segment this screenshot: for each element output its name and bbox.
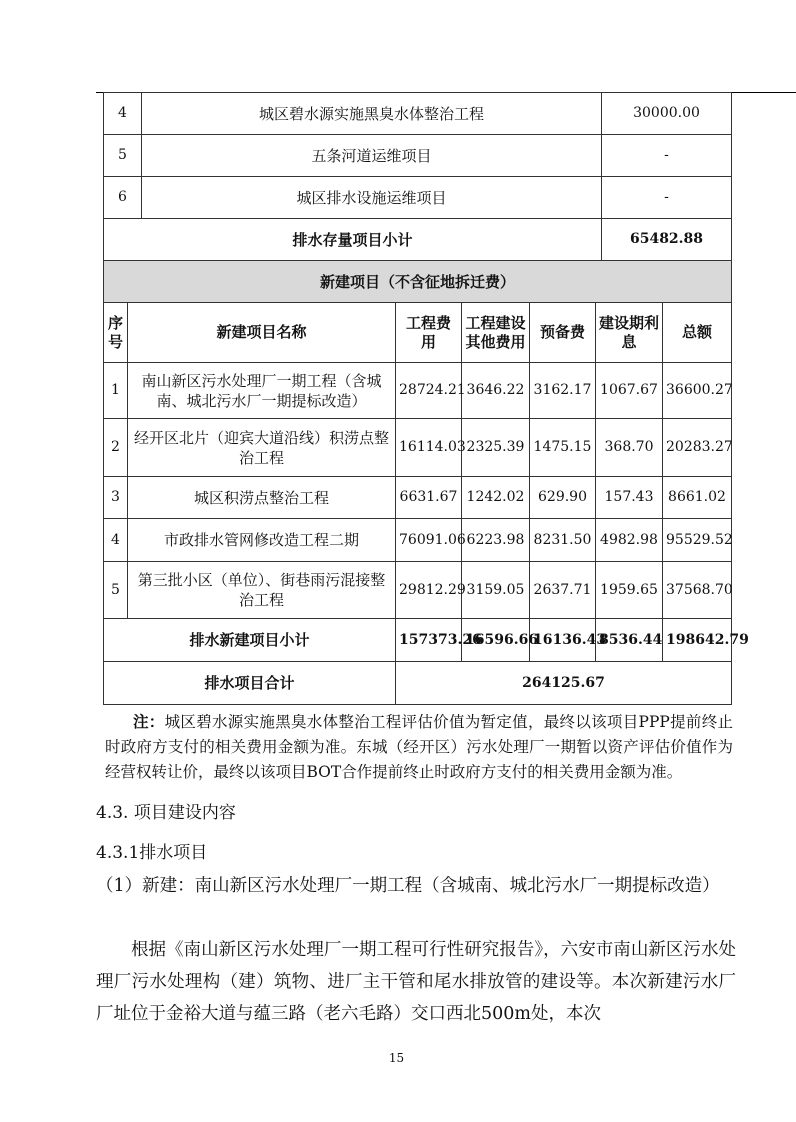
row-number: 4 <box>104 93 142 135</box>
reserve-cost: 1475.15 <box>530 419 596 477</box>
existing-projects-table <box>103 92 732 261</box>
note-label: 注： <box>133 712 165 731</box>
other-cost: 1242.02 <box>462 477 530 519</box>
row-number: 2 <box>104 419 128 477</box>
other-cost: 6223.98 <box>462 519 530 562</box>
total-cost: 8661.02 <box>663 477 732 519</box>
interest-cost: 157.43 <box>596 477 663 519</box>
project-name: 经开区北片（迎宾大道沿线）积涝点整治工程 <box>128 419 396 477</box>
body-paragraph: 根据《南山新区污水处理厂一期工程可行性研究报告》，六安市南山新区污水处理厂污水处理构（建）筑物、进厂主干管和尾水排放管的建设等。本次新建污水厂厂址位于金裕大道与蕴三路（老六毛路）交口西北500m处，本次 <box>96 940 736 1024</box>
engineering-cost: 28724.21 <box>396 363 462 419</box>
project-value: - <box>602 177 732 219</box>
reserve-cost: 629.90 <box>530 477 596 519</box>
page-number: 15 <box>388 1051 405 1065</box>
project-name: 南山新区污水处理厂一期工程（含城南、城北污水厂一期提标改造） <box>128 363 396 419</box>
header-name: 新建项目名称 <box>128 303 396 363</box>
subtotal-row <box>104 219 732 261</box>
interest-cost: 368.70 <box>596 419 663 477</box>
project-value: 30000.00 <box>602 93 732 135</box>
other-cost: 2325.39 <box>462 419 530 477</box>
row-number: 4 <box>104 519 128 562</box>
engineering-cost: 29812.29 <box>396 562 462 619</box>
other-cost: 3159.05 <box>462 562 530 619</box>
subtotal-other: 16596.66 <box>462 619 530 662</box>
row-number: 5 <box>104 135 142 177</box>
row-number: 6 <box>104 177 142 219</box>
subtotal-total: 198642.79 <box>663 619 732 662</box>
total-cost: 20283.27 <box>663 419 732 477</box>
interest-cost: 1067.67 <box>596 363 663 419</box>
project-name: 市政排水管网修改造工程二期 <box>128 519 396 562</box>
header-other: 工程建设其他费用 <box>462 303 530 363</box>
interest-cost: 1959.65 <box>596 562 663 619</box>
table-note <box>105 709 733 785</box>
project-value: - <box>602 135 732 177</box>
table-row <box>104 477 732 519</box>
subtotal-value: 65482.88 <box>602 219 732 261</box>
grand-total-row <box>104 662 732 705</box>
item-heading: （1）新建：南山新区污水处理厂一期工程（含城南、城北污水厂一期提标改造） <box>96 876 720 896</box>
other-cost: 3646.22 <box>462 363 530 419</box>
table-row <box>104 363 732 419</box>
subtotal-label: 排水新建项目小计 <box>104 619 396 662</box>
subtotal-row <box>104 619 732 662</box>
section-heading: 4.3. 项目建设内容 <box>96 803 236 823</box>
total-cost: 36600.27 <box>663 363 732 419</box>
project-name: 城区碧水源实施黑臭水体整治工程 <box>142 93 602 135</box>
engineering-cost: 16114.03 <box>396 419 462 477</box>
row-number: 3 <box>104 477 128 519</box>
header-no: 序号 <box>104 303 128 363</box>
note-text: 城区碧水源实施黑臭水体整治工程评估价值为暂定值，最终以该项目PPP提前终止时政府方支付的相关费用金额为准。东城（经开区）污水处理厂一期暂以资产评估价值作为经营权转让价，最终以该项目BOT合作提前终止时政府方支付的相关费用金额为准。 <box>105 713 733 781</box>
subtotal-reserve: 16136.43 <box>530 619 596 662</box>
section-title: 新建项目（不含征地拆迁费） <box>104 261 732 303</box>
project-name: 五条河道运维项目 <box>142 135 602 177</box>
engineering-cost: 76091.06 <box>396 519 462 562</box>
subtotal-engineering: 157373.26 <box>396 619 462 662</box>
reserve-cost: 8231.50 <box>530 519 596 562</box>
grand-total-label: 排水项目合计 <box>104 662 396 705</box>
subtotal-label: 排水存量项目小计 <box>104 219 602 261</box>
project-name: 第三批小区（单位）、街巷雨污混接整治工程 <box>128 562 396 619</box>
header-reserve: 预备费 <box>530 303 596 363</box>
grand-total-value: 264125.67 <box>396 662 732 705</box>
new-projects-table <box>103 260 749 705</box>
table-row <box>104 519 732 562</box>
table-row <box>104 562 732 619</box>
row-number: 1 <box>104 363 128 419</box>
engineering-cost: 6631.67 <box>396 477 462 519</box>
header-total: 总额 <box>663 303 732 363</box>
project-name: 城区排水设施运维项目 <box>142 177 602 219</box>
total-cost: 95529.52 <box>663 519 732 562</box>
sub-heading: 4.3.1排水项目 <box>96 843 208 863</box>
reserve-cost: 2637.71 <box>530 562 596 619</box>
table-row <box>104 177 732 219</box>
project-name: 城区积涝点整治工程 <box>128 477 396 519</box>
table-row <box>104 93 732 135</box>
header-interest: 建设期利息 <box>596 303 663 363</box>
table-row <box>104 419 732 477</box>
row-number: 5 <box>104 562 128 619</box>
reserve-cost: 3162.17 <box>530 363 596 419</box>
total-cost: 37568.70 <box>663 562 732 619</box>
interest-cost: 4982.98 <box>596 519 663 562</box>
header-engineering: 工程费用 <box>396 303 462 363</box>
subtotal-interest: 8536.44 <box>596 619 663 662</box>
table-row <box>104 135 732 177</box>
